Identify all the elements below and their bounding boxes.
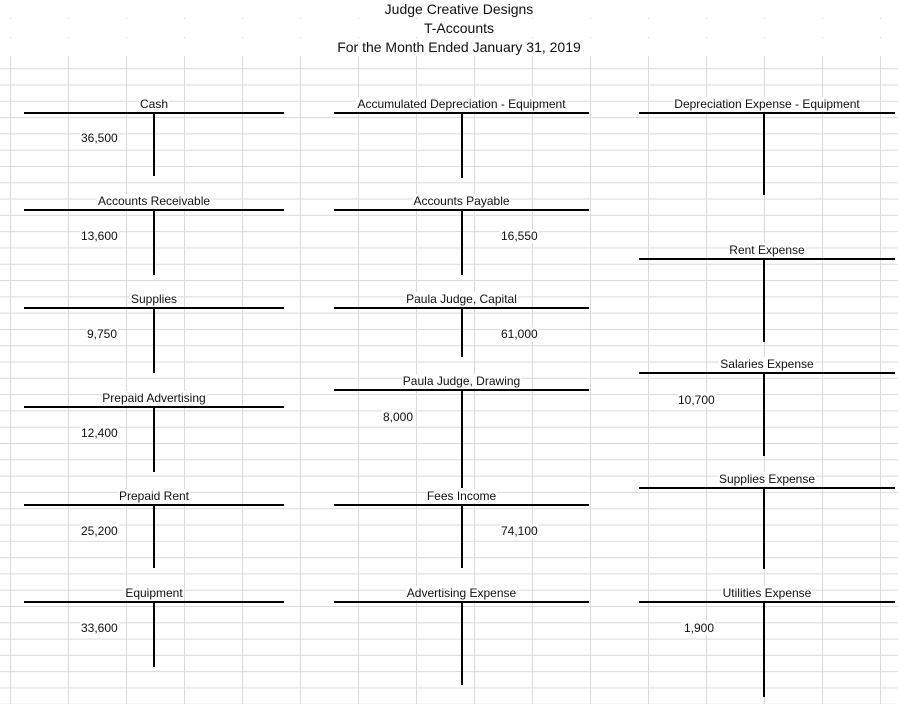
debit-value: 1,900 — [684, 621, 715, 635]
debit-value: 13,600 — [81, 229, 118, 243]
t-account-stem — [763, 372, 765, 456]
company-title: Judge Creative Designs — [0, 0, 898, 18]
t-account-bar — [639, 112, 895, 114]
credit-value: 16,550 — [501, 229, 538, 243]
account-name: Supplies Expense — [718, 472, 816, 486]
t-account-stem — [153, 504, 155, 568]
account-name: Equipment — [125, 586, 183, 600]
t-account-bar — [639, 258, 895, 260]
account-name: Utilities Expense — [722, 586, 812, 600]
account-name: Rent Expense — [729, 243, 805, 257]
account-name: Accounts Receivable — [97, 194, 211, 208]
credit-value: 74,100 — [501, 524, 538, 538]
debit-value: 12,400 — [81, 426, 118, 440]
account-name: Paula Judge, Capital — [406, 292, 517, 306]
t-account-bar — [639, 487, 895, 489]
t-account-bar — [639, 372, 895, 374]
t-account-stem — [461, 389, 463, 488]
t-account-bar — [639, 601, 895, 603]
t-account-stem — [153, 601, 155, 667]
report-title: T-Accounts — [0, 19, 898, 37]
credit-value: 61,000 — [501, 327, 538, 341]
account-name: Supplies — [130, 292, 178, 306]
debit-value: 8,000 — [383, 410, 414, 424]
t-account-stem — [763, 601, 765, 697]
account-name: Advertising Expense — [406, 586, 517, 600]
t-account-stem — [461, 601, 463, 685]
t-account-stem — [763, 258, 765, 342]
t-account-stem — [461, 209, 463, 275]
account-name: Cash — [139, 97, 168, 111]
t-account-stem — [763, 112, 765, 195]
t-account-stem — [461, 112, 463, 178]
t-account-stem — [763, 487, 765, 569]
debit-value: 9,750 — [87, 327, 118, 341]
account-name: Paula Judge, Drawing — [402, 374, 521, 388]
period-title: For the Month Ended January 31, 2019 — [0, 38, 898, 56]
account-name: Salaries Expense — [720, 357, 814, 371]
debit-value: 25,200 — [81, 524, 118, 538]
debit-value: 36,500 — [81, 131, 118, 145]
account-name: Accounts Payable — [413, 194, 510, 208]
t-account-stem — [153, 406, 155, 472]
t-account-stem — [153, 112, 155, 176]
debit-value: 10,700 — [678, 393, 715, 407]
debit-value: 33,600 — [81, 621, 118, 635]
account-name: Prepaid Advertising — [102, 391, 206, 405]
account-name: Accumulated Depreciation - Equipment — [357, 97, 566, 111]
account-name: Prepaid Rent — [118, 489, 190, 503]
account-name: Fees Income — [426, 489, 497, 503]
t-account-stem — [461, 307, 463, 357]
t-account-stem — [153, 209, 155, 275]
t-account-stem — [461, 504, 463, 568]
account-name: Depreciation Expense - Equipment — [674, 97, 860, 111]
t-account-stem — [153, 307, 155, 373]
